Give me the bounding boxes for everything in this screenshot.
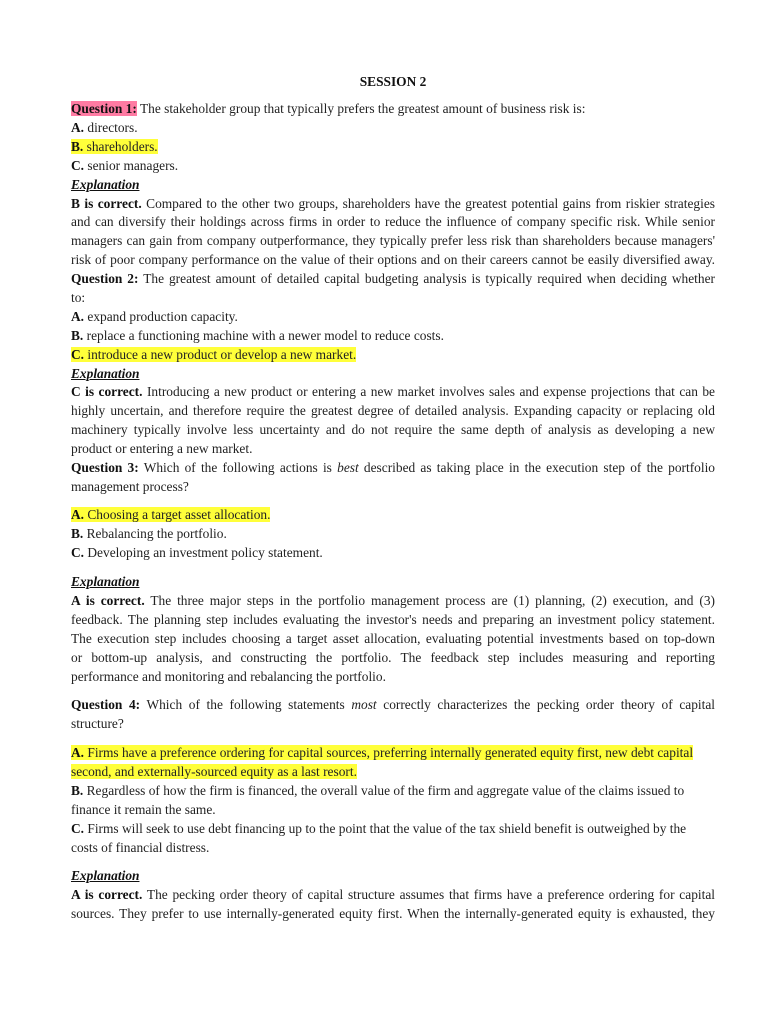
question-2-option-a: A. expand production capacity. xyxy=(71,308,238,324)
question-1-explanation-label: Explanation xyxy=(71,176,140,192)
question-2-explanation: C is correct. Introducing a new product or entering a new market involves sales and expense projections that can be xyxy=(71,384,715,400)
question-3-label: Question 3: xyxy=(71,460,139,475)
question-4-option-b-line: finance it remain the same. xyxy=(71,801,216,817)
question-4-explanation-block xyxy=(71,867,715,924)
question-1-option-a: A. directors. xyxy=(71,119,138,135)
question-1-explanation-line: risk of poor company performance on the value of their options and on their careers cannot be easily diversified away. xyxy=(71,252,715,268)
session-title: SESSION 2 xyxy=(359,74,427,89)
question-1-option-c: C. senior managers. xyxy=(71,157,179,173)
question-2-option-c xyxy=(71,346,715,365)
question-4-explanation: A is correct. The pecking order theory of capital structure assumes that firms have a preference ordering for capital xyxy=(71,886,715,902)
question-3-explanation: A is correct. The three major steps in the portfolio management process are (1) planning, (2) execution, and (3) xyxy=(71,592,715,608)
question-4-stem: Question 4: Which of the following statements most correctly characterizes the pecking order theory of capital xyxy=(71,697,716,712)
question-1-stem: Question 1: The stakeholder group that typically prefers the greatest amount of business risk is: xyxy=(71,101,586,116)
question-3-explanation-line: or bottom-up analysis, and constructing the portfolio. The feedback step includes measuring and reporting xyxy=(71,649,715,665)
question-4-option-c-line: costs of financial distress. xyxy=(71,839,210,855)
question-2-option-b: B. replace a functioning machine with a newer model to reduce costs. xyxy=(71,327,444,343)
question-3-explanation-label: Explanation xyxy=(71,574,140,589)
question-4-options xyxy=(71,744,715,857)
question-2-stem: Question 2: The greatest amount of detailed capital budgeting analysis is typically required when deciding whether xyxy=(71,271,715,286)
question-1 xyxy=(71,100,715,270)
question-3-option-a xyxy=(71,506,715,525)
question-4-option-b: B. Regardless of how the firm is financed, the overall value of the firm and aggregate value of the claims issued to xyxy=(71,782,685,798)
question-4-label: Question 4: xyxy=(71,697,141,712)
question-3-options xyxy=(71,506,715,563)
highlighted-answer: A. Firms have a preference ordering for capital sources, preferring internally generated equity first, new debt capital xyxy=(71,745,694,760)
highlighted-answer: A. Choosing a target asset allocation. xyxy=(71,507,271,522)
question-4-option-c: C. Firms will seek to use debt financing up to the point that the value of the tax shield benefit is outweighed by the xyxy=(71,820,687,836)
question-3-stem: Question 3: Which of the following actions is best described as taking place in the execution step of the portfolio xyxy=(71,460,716,475)
question-3-option-c: C. Developing an investment policy statement. xyxy=(71,544,323,560)
question-1-option-b xyxy=(71,138,715,157)
question-4-explanation-label: Explanation xyxy=(71,868,140,883)
question-1-explanation: B is correct. Compared to the other two groups, shareholders have the greatest potential gains from riskier strategies xyxy=(71,195,715,211)
question-3-option-b: B. Rebalancing the portfolio. xyxy=(71,525,227,541)
question-2-explanation-line: product or entering a new market. xyxy=(71,441,253,457)
question-4-explanation-line: sources. They prefer to use internally-generated equity first. When the internally-generated equity is exhausted, they xyxy=(71,905,715,921)
highlighted-answer: second, and externally-sourced equity as a last resort. xyxy=(71,763,357,779)
question-2-label: Question 2: xyxy=(71,271,139,286)
question-2-stem-line: to: xyxy=(71,289,86,305)
highlighted-answer: C. introduce a new product or develop a new market. xyxy=(71,346,357,362)
question-3-explanation-line: performance and monitoring and rebalancing the portfolio. xyxy=(71,668,386,684)
question-3 xyxy=(71,459,715,497)
question-3-explanation-line: feedback. The planning step includes evaluating the investor's needs and preparing an investment policy statement. xyxy=(71,611,715,627)
question-1-explanation-line: and can diversify their holdings across firms in order to reduce the influence of company specific risk. While senior xyxy=(71,214,715,230)
question-2-explanation-line: machinery typically involve less uncertainty and do not require the same depth of analysis as developing a new xyxy=(71,422,715,438)
question-3-stem-line: management process? xyxy=(71,478,189,494)
question-4-option-a-line xyxy=(71,763,715,782)
question-4-stem-line: structure? xyxy=(71,715,124,731)
highlighted-answer: B. shareholders. xyxy=(71,138,158,154)
question-1-label: Question 1: xyxy=(71,101,137,116)
question-3-explanation-line: The execution step includes choosing a target asset allocation, evaluating potential investments based on top-down xyxy=(71,630,715,646)
question-1-explanation-line: managers can gain from company outperformance, they typically prefer less risk than shareholders because managers' xyxy=(71,233,715,249)
question-4-option-a xyxy=(71,744,715,763)
question-2 xyxy=(71,270,715,459)
question-2-explanation-line: highly uncertain, and therefore require the greatest degree of detailed analysis. Expanding capacity or replacing old xyxy=(71,403,715,419)
question-3-explanation-block xyxy=(71,573,715,686)
question-4 xyxy=(71,696,715,734)
question-2-explanation-label: Explanation xyxy=(71,365,140,381)
